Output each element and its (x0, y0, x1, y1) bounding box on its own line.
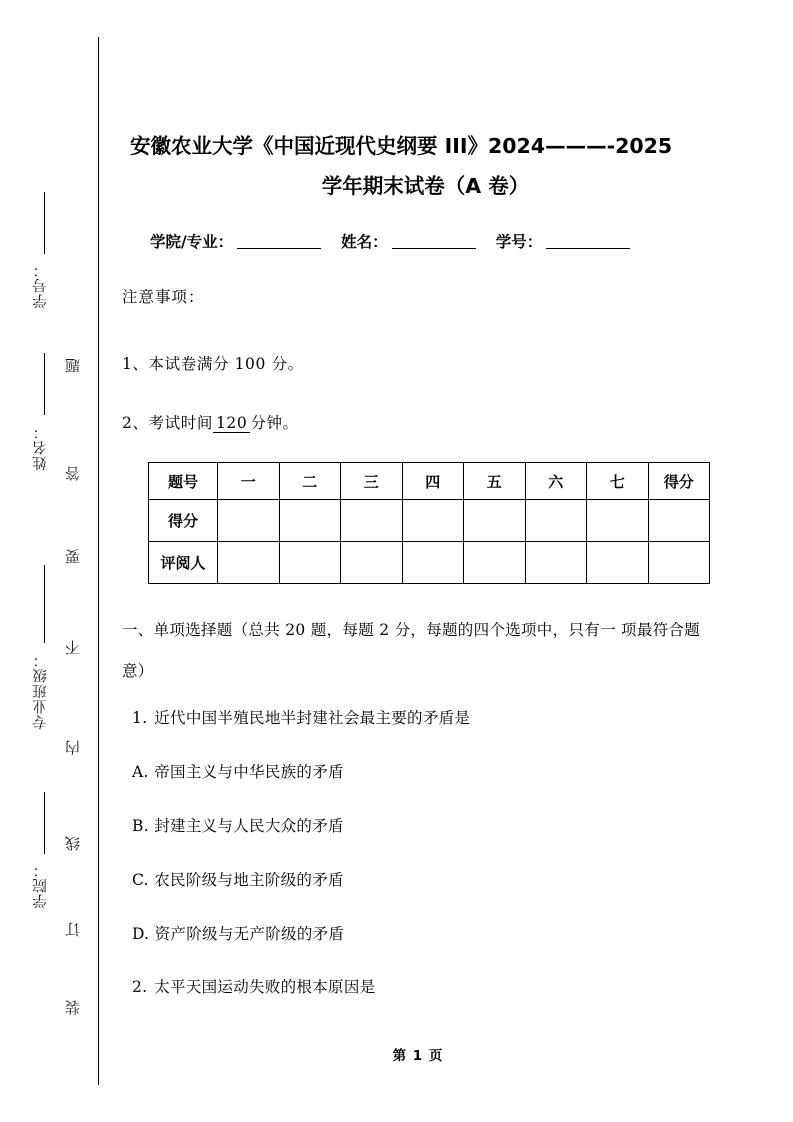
score-table-col-header-2: 二 (279, 463, 341, 500)
option-text: 农民阶级与地主阶级的矛盾 (149, 871, 344, 889)
score-table-cell-1-3[interactable] (402, 542, 464, 584)
score-table-cell-1-2[interactable] (341, 542, 403, 584)
option-marker: C. (132, 871, 149, 889)
question-2 (132, 975, 375, 997)
option-marker: D. (132, 925, 150, 943)
binding-label-0: 学号： (33, 262, 49, 309)
page-title (128, 126, 723, 206)
question-1 (132, 706, 470, 728)
section-heading (122, 610, 718, 692)
option-text: 资产阶级与无产阶级的矛盾 (149, 925, 345, 943)
binding-notice-char-2: 要 (64, 549, 82, 564)
binding-label-3: 学院： (33, 862, 49, 909)
binding-outer-rule-0 (44, 192, 45, 254)
option-A[interactable] (132, 760, 344, 782)
section-heading-line-1: 一、单项选择题（总共 20 题，每题 2 分，每题的四个选项中，只有一 (122, 621, 616, 639)
score-table-cell-0-4[interactable] (464, 500, 526, 542)
score-table-cell-0-6[interactable] (587, 500, 649, 542)
binding-margin (0, 0, 120, 1122)
option-text: 帝国主义与中华民族的矛盾 (149, 763, 344, 781)
score-table-header-row (149, 463, 710, 500)
name-label: 姓名： (341, 232, 388, 251)
score-table (148, 462, 710, 584)
question-number: 2. (132, 978, 148, 996)
score-table-col-header-0: 题号 (149, 463, 218, 500)
binding-notice-char-6: 订 (64, 922, 82, 937)
notice-item-2-suffix: 分钟。 (250, 414, 299, 432)
score-table-body (149, 500, 710, 584)
notice-item-1: 1、本试卷满分 100 分。 (122, 355, 304, 373)
binding-notice-char-5: 线 (64, 836, 82, 851)
page-title-line-1: 安徽农业大学《中国近现代史纲要 III》2024———-2025 (130, 134, 673, 158)
score-table-cell-1-6[interactable] (587, 542, 649, 584)
binding-notice-char-7: 装 (64, 1000, 82, 1015)
score-table-cell-1-5[interactable] (525, 542, 587, 584)
option-text: 封建主义与人民大众的矛盾 (149, 817, 344, 835)
score-table-row-label-0: 得分 (149, 500, 218, 542)
binding-outer-rule-2 (44, 565, 45, 643)
score-table-cell-0-7[interactable] (648, 500, 710, 542)
score-table-cell-0-2[interactable] (341, 500, 403, 542)
binding-label-2: 专业班级： (33, 652, 49, 730)
student-info-row (150, 230, 634, 252)
option-C[interactable] (132, 868, 344, 890)
score-table-cell-1-1[interactable] (279, 542, 341, 584)
college-major-field[interactable] (237, 233, 321, 249)
binding-label-1: 姓名： (33, 424, 49, 471)
notice-item-2 (122, 411, 299, 433)
score-table-cell-0-1[interactable] (279, 500, 341, 542)
score-table-col-header-4: 四 (402, 463, 464, 500)
score-table-col-header-5: 五 (464, 463, 526, 500)
student-id-field[interactable] (546, 233, 630, 249)
score-table-cell-0-3[interactable] (402, 500, 464, 542)
binding-vertical-rule (98, 37, 99, 1085)
score-table-col-header-3: 三 (341, 463, 403, 500)
score-table-row-label-1: 评阅人 (149, 542, 218, 584)
question-stem: 太平天国运动失败的根本原因是 (149, 978, 376, 996)
binding-outer-rule-3 (44, 792, 45, 854)
binding-notice-char-1: 答 (64, 466, 82, 481)
question-number: 1. (132, 709, 148, 727)
binding-notice-char-3: 不 (64, 640, 82, 655)
notice-heading: 注意事项： (122, 288, 205, 306)
score-table-cell-1-4[interactable] (464, 542, 526, 584)
score-table-cell-0-0[interactable] (218, 500, 280, 542)
page-title-line-2: 学年期末试卷（A 卷） (321, 174, 530, 198)
binding-notice-char-4: 内 (64, 740, 82, 755)
content-column (120, 0, 740, 1122)
option-marker: B. (132, 817, 149, 835)
option-D[interactable] (132, 922, 344, 944)
table-row (149, 542, 710, 584)
table-row (149, 500, 710, 542)
name-field[interactable] (392, 233, 476, 249)
exam-duration-value: 120 (213, 414, 250, 433)
student-id-label: 学号： (495, 232, 543, 251)
page-footer: 第 1 页 (392, 1048, 444, 1064)
option-marker: A. (132, 763, 149, 781)
score-table-cell-1-7[interactable] (648, 542, 710, 584)
score-table-col-header-7: 七 (587, 463, 649, 500)
option-B[interactable] (132, 814, 344, 836)
notice-item-2-prefix: 2、考试时间 (122, 414, 213, 432)
score-table-col-header-6: 六 (525, 463, 587, 500)
binding-notice-char-0: 题 (64, 358, 82, 373)
score-table-col-header-1: 一 (218, 463, 280, 500)
section-heading-line-2: 项最符合题意） (122, 621, 701, 680)
score-table-cell-1-0[interactable] (218, 542, 280, 584)
score-table-cell-0-5[interactable] (525, 500, 587, 542)
binding-outer-rule-1 (44, 353, 45, 415)
score-table-col-header-8: 得分 (648, 463, 710, 500)
college-major-label: 学院/专业： (150, 232, 234, 251)
question-stem: 近代中国半殖民地半封建社会最主要的矛盾是 (149, 709, 471, 727)
